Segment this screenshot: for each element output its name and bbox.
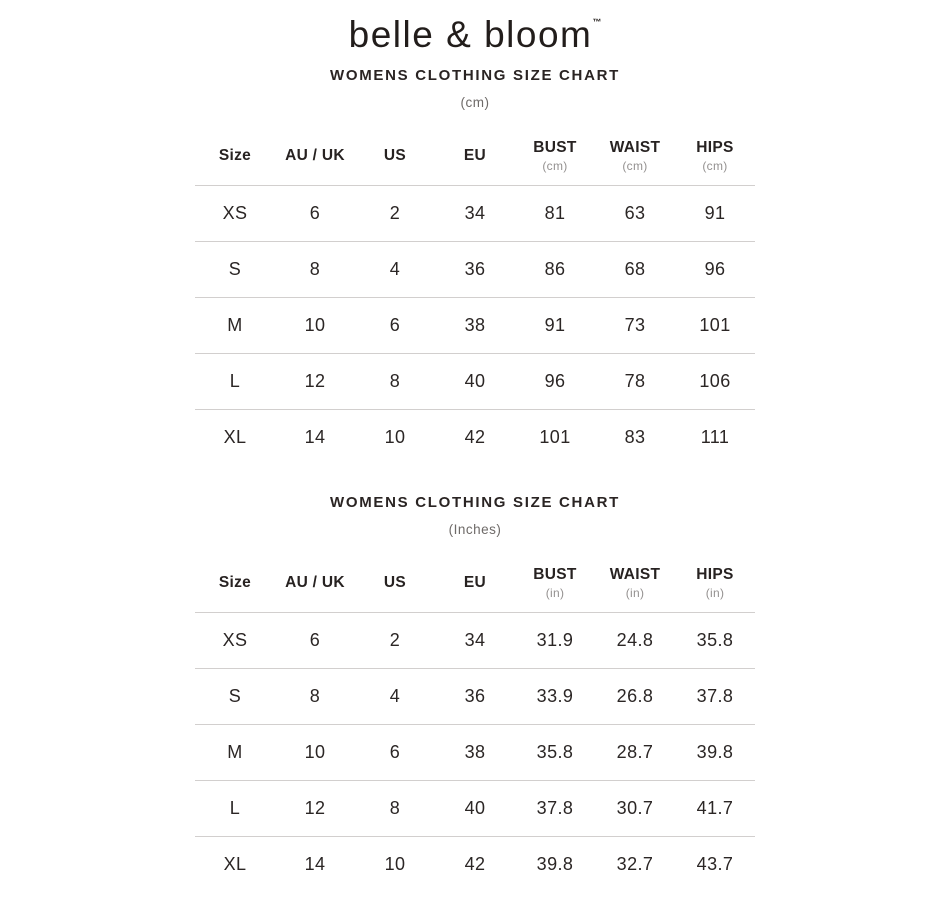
table-cell: 42 [464,854,486,875]
column-header [435,133,515,185]
column-header [195,560,275,612]
table-cell: 34 [435,612,515,668]
table-cell: 4 [355,241,435,297]
column-header [435,560,515,612]
section-unit-inches: (Inches) [448,522,502,537]
size-table-cm [195,133,755,465]
table-cell: 91 [675,185,755,241]
column-header [675,133,755,185]
table-cell: 42 [464,426,486,447]
brand-logo-text: belle & bloom [348,14,593,55]
table-cell: 83 [624,426,646,447]
table-cell: 8 [355,780,435,836]
table-cell: 37.8 [675,668,755,724]
table-cell: 96 [675,241,755,297]
table-cell: 36 [435,241,515,297]
table-row [195,724,755,780]
section-title-inches: WOMENS CLOTHING SIZE CHART [329,494,621,511]
column-header [515,133,595,185]
table-cell: 30.7 [595,780,675,836]
column-header-unit: (in) [545,585,565,600]
table-row [195,241,755,297]
table-cell: 31.9 [515,612,595,668]
table-cell: S [195,241,275,297]
table-cell: S [195,668,275,724]
size-chart-inches-section [0,494,950,892]
table-cell: 37.8 [515,780,595,836]
table-cell: 34 [435,185,515,241]
table-cell: 81 [515,185,595,241]
column-header-unit: (cm) [702,158,728,173]
trademark-symbol: ™ [592,17,602,27]
table-cell: 40 [435,353,515,409]
table-cell: 6 [355,724,435,780]
column-header [355,133,435,185]
table-cell: 86 [515,241,595,297]
table-cell: 26.8 [595,668,675,724]
table-cell: 39.8 [675,724,755,780]
table-cell: 41.7 [675,780,755,836]
table-cell: 35.8 [515,724,595,780]
column-header-label: HIPS [696,138,734,156]
table-cell: 106 [675,353,755,409]
column-header-label: US [383,146,407,164]
table-cell: 36 [435,668,515,724]
column-header-label: WAIST [609,138,661,156]
table-cell: 101 [539,426,571,447]
table-row [195,409,755,465]
column-header [355,560,435,612]
table-cell: 35.8 [675,612,755,668]
column-header-label: US [383,574,407,591]
column-header [675,560,755,612]
column-header-label: Size [218,574,252,591]
column-header [275,133,355,185]
table-cell: 78 [595,353,675,409]
table-cell: 101 [675,297,755,353]
table-cell: 68 [595,241,675,297]
column-header [195,133,275,185]
table-cell: 39.8 [536,854,574,875]
table-cell: 38 [435,724,515,780]
size-table-inches-body [195,612,755,892]
table-cell: 111 [700,426,730,447]
table-cell: L [195,780,275,836]
table-cell: 10 [384,854,406,875]
table-cell: 73 [595,297,675,353]
column-header-label: BUST [533,138,577,156]
table-cell: 32.7 [616,854,654,875]
table-row [195,836,755,892]
table-cell: 33.9 [515,668,595,724]
table-cell: 63 [595,185,675,241]
column-header-unit: (in) [705,585,725,600]
table-cell: 40 [435,780,515,836]
table-cell: 4 [355,668,435,724]
size-table-inches-header-row [195,560,755,612]
section-unit-cm: (cm) [460,94,490,110]
column-header [595,560,675,612]
column-header [275,560,355,612]
column-header-unit: (cm) [622,158,648,173]
column-header-label: BUST [533,566,577,583]
table-cell: 2 [355,612,435,668]
table-cell: XS [195,185,275,241]
size-table-inches [195,560,755,892]
table-row [195,297,755,353]
column-header-label: Size [218,146,252,164]
column-header-label: HIPS [696,566,734,583]
table-row [195,612,755,668]
table-cell: 96 [515,353,595,409]
table-cell: 12 [275,780,355,836]
column-header [595,133,675,185]
table-cell: 91 [515,297,595,353]
table-cell: 8 [275,668,355,724]
table-row [195,780,755,836]
table-cell: 38 [435,297,515,353]
table-row [195,185,755,241]
table-cell: 2 [355,185,435,241]
section-title-cm: WOMENS CLOTHING SIZE CHART [329,66,621,84]
brand-header [0,0,950,56]
table-cell: 8 [275,241,355,297]
table-cell: 6 [275,185,355,241]
table-cell: XS [195,612,275,668]
table-cell: 10 [275,724,355,780]
column-header-label: EU [463,146,487,164]
table-cell: 43.7 [696,854,734,875]
table-row [195,353,755,409]
column-header [515,560,595,612]
size-table-cm-header-row [195,133,755,185]
table-cell: XL [223,854,247,875]
table-cell: 10 [275,297,355,353]
table-cell: M [195,297,275,353]
column-header-label: EU [463,574,487,591]
brand-logo [0,15,950,56]
table-cell: 6 [355,297,435,353]
table-cell: XL [223,426,247,447]
column-header-label: AU / UK [285,146,345,164]
table-cell: 14 [304,854,326,875]
column-header-label: WAIST [609,566,661,583]
table-cell: 24.8 [595,612,675,668]
table-row [195,668,755,724]
table-cell: 6 [275,612,355,668]
table-cell: M [195,724,275,780]
column-header-unit: (in) [625,585,645,600]
column-header-unit: (cm) [542,158,568,173]
table-cell: 14 [304,426,326,447]
table-cell: L [195,353,275,409]
size-table-cm-body [195,185,755,465]
table-cell: 8 [355,353,435,409]
table-cell: 12 [275,353,355,409]
table-cell: 10 [384,426,406,447]
size-chart-cm-section [0,67,950,465]
column-header-label: AU / UK [285,574,345,591]
table-cell: 28.7 [595,724,675,780]
